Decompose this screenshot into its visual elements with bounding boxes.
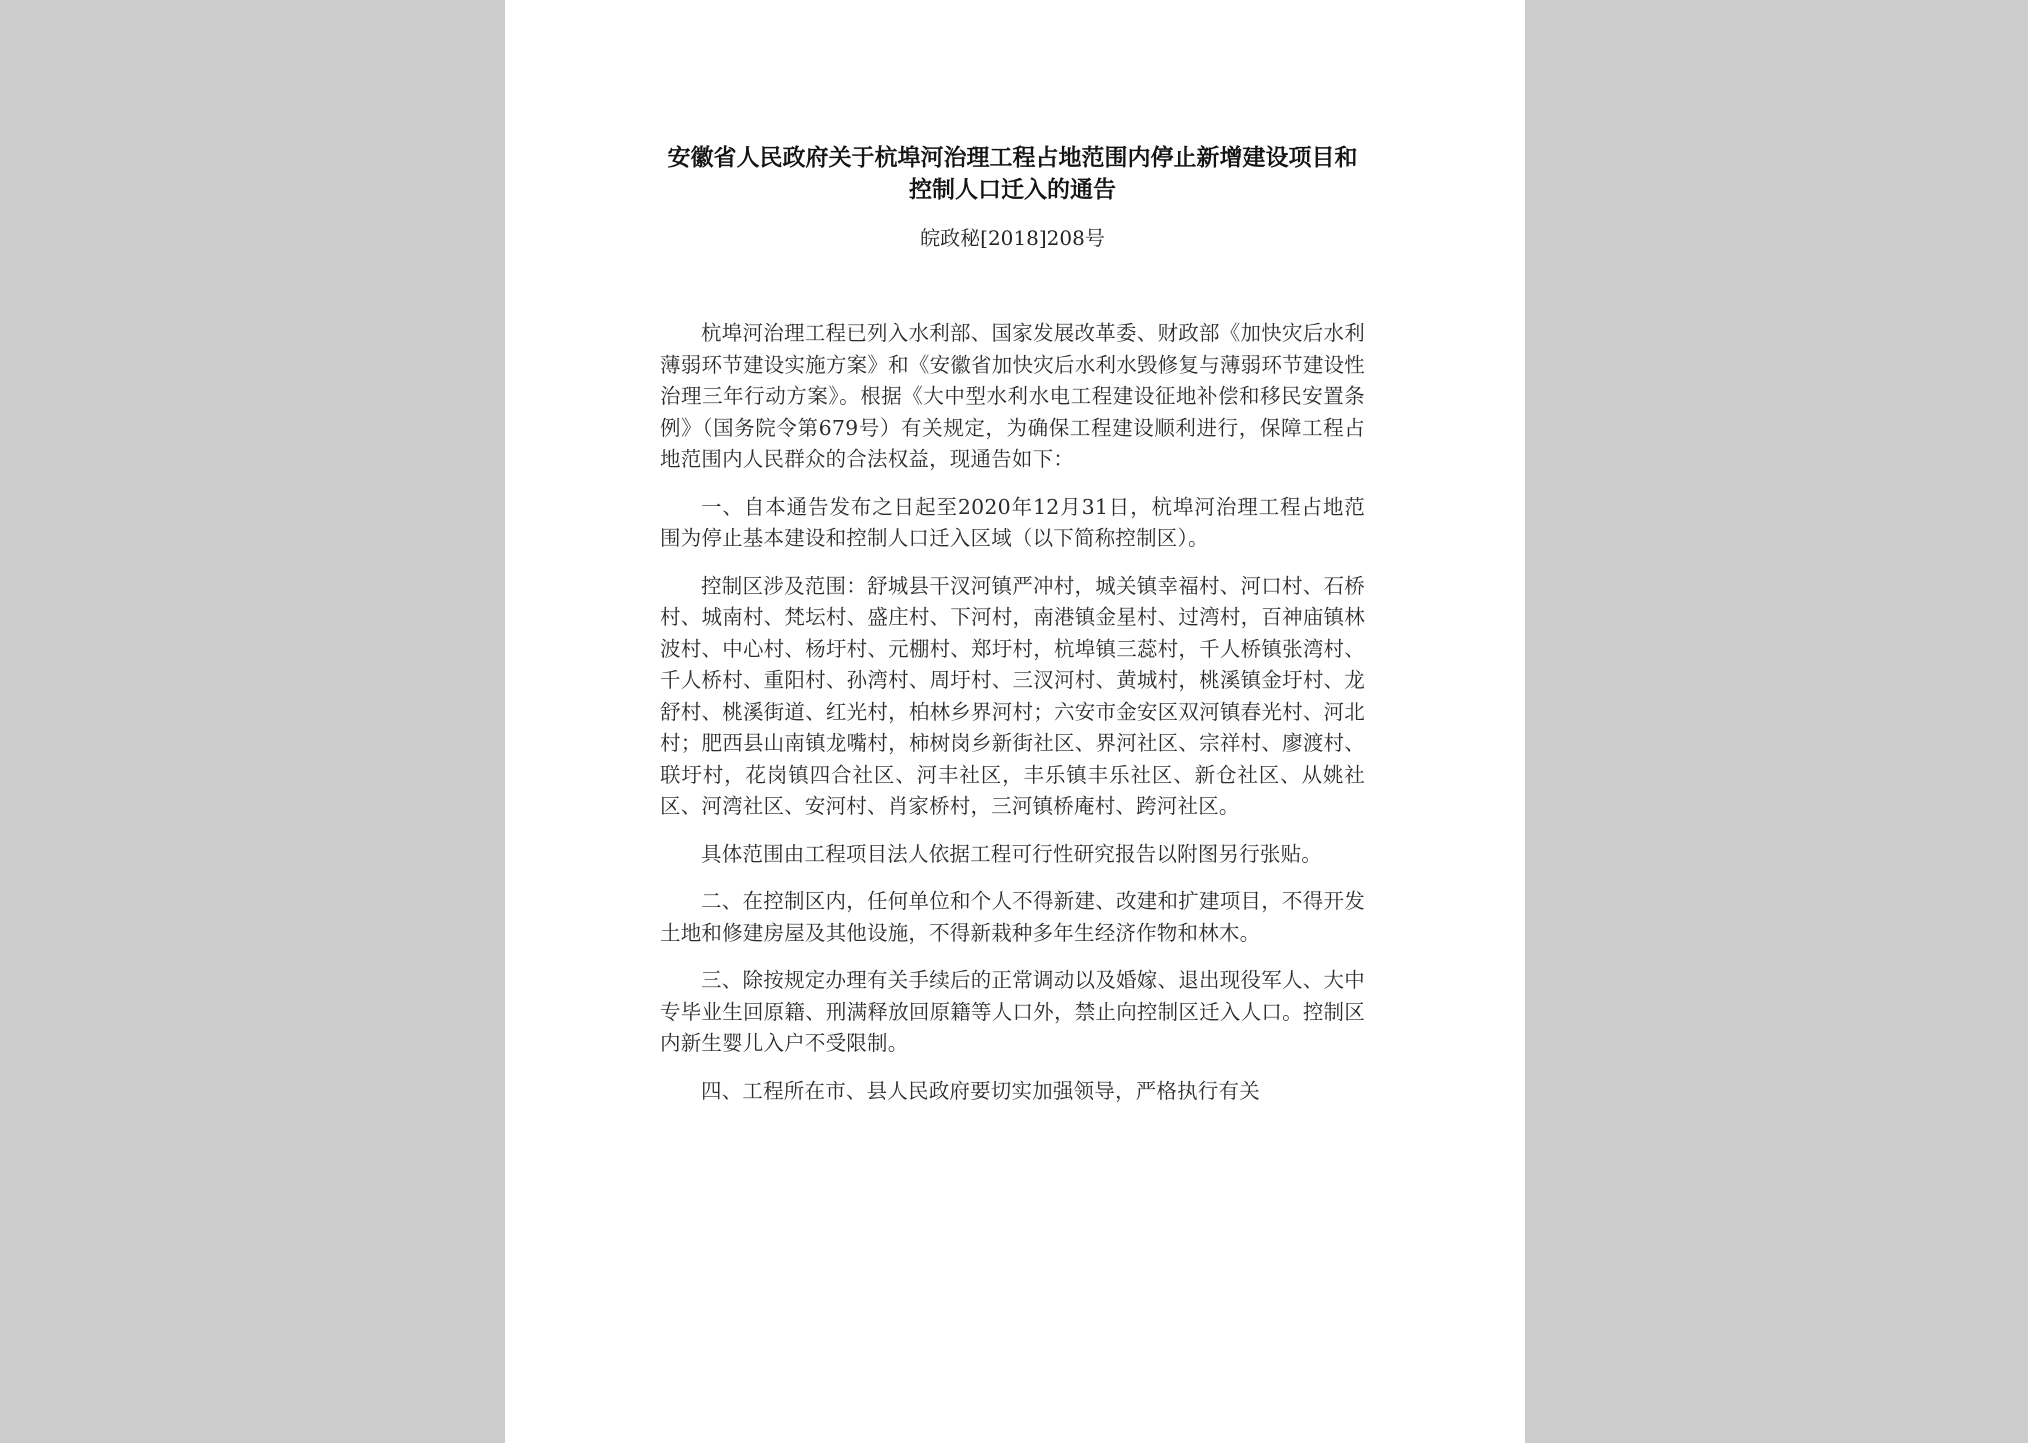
paragraph-article-2: 二、在控制区内，任何单位和个人不得新建、改建和扩建项目，不得开发土地和修建房屋及其他设施，不得新栽种多年生经济作物和林木。	[660, 889, 1365, 945]
document-title: 安徽省人民政府关于杭埠河治理工程占地范围内停止新增建设项目和控制人口迁入的通告	[667, 145, 1358, 203]
document-body	[660, 318, 1365, 1107]
paragraph-preamble: 杭埠河治理工程已列入水利部、国家发展改革委、财政部《加快灾后水利薄弱环节建设实施方案》和《安徽省加快灾后水利水毁修复与薄弱环节建设性治理三年行动方案》。根据《大中型水利水电工程建设征地补偿和移民安置条例》（国务院令第679号）有关规定，为确保工程建设顺利进行，保障工程占地范围内人民群众的合法权益，现通告如下：	[660, 321, 1365, 471]
document-page	[505, 0, 1525, 1443]
paragraph-article-3: 三、除按规定办理有关手续后的正常调动以及婚嫁、退出现役军人、大中专毕业生回原籍、刑满释放回原籍等人口外，禁止向控制区迁入人口。控制区内新生婴儿入户不受限制。	[660, 968, 1365, 1055]
paragraph-specific-scope: 具体范围由工程项目法人依据工程可行性研究报告以附图另行张贴。	[701, 841, 1322, 866]
document-number: 皖政秘[2018]208号	[920, 226, 1105, 250]
paragraph-control-area-scope: 控制区涉及范围：舒城县干汊河镇严冲村，城关镇幸福村、河口村、石桥村、城南村、梵坛村、盛庄村、下河村，南港镇金星村、过湾村，百神庙镇林波村、中心村、杨圩村、元棚村、郑圩村，杭埠镇三蕊村，千人桥镇张湾村、千人桥村、重阳村、孙湾村、周圩村、三汊河村、黄城村，桃溪镇金圩村、龙舒村、桃溪街道、红光村，柏林乡界河村；六安市金安区双河镇春光村、河北村；肥西县山南镇龙嘴村，柿树岗乡新街社区、界河社区、宗祥村、廖渡村、联圩村，花岗镇四合社区、河丰社区，丰乐镇丰乐社区、新仓社区、从姚社区、河湾社区、安河村、肖家桥村，三河镇桥庵村、跨河社区。	[660, 573, 1365, 818]
paragraph-article-1: 一、自本通告发布之日起至2020年12月31日，杭埠河治理工程占地范围为停止基本建设和控制人口迁入区域（以下简称控制区）。	[660, 494, 1365, 550]
paragraph-article-4: 四、工程所在市、县人民政府要切实加强领导，严格执行有关	[701, 1078, 1260, 1103]
